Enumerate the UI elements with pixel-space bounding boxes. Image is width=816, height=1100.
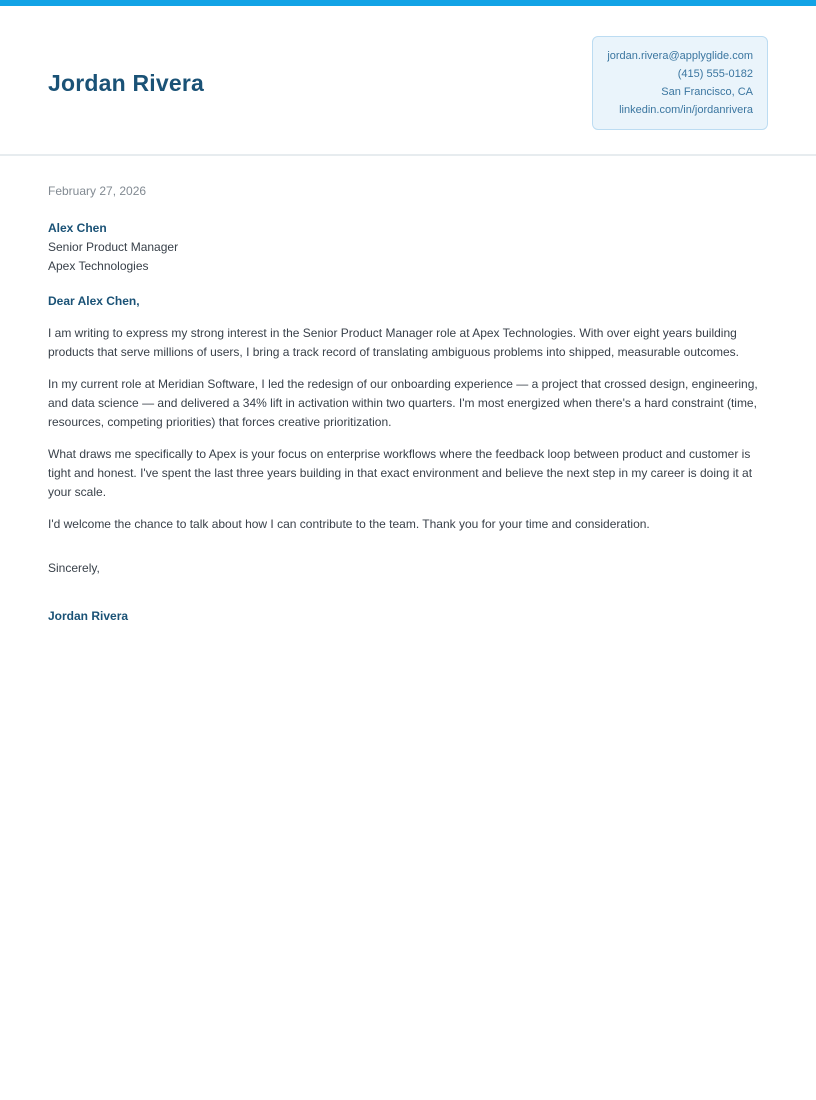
letter-body: [0, 156, 816, 626]
closing-line: Sincerely,: [48, 561, 100, 575]
paragraph-thanks: I'd welcome the chance to talk about how I can contribute to the team. Thank you for your time and consideration.: [48, 517, 650, 531]
contact-phone: (415) 555-0182: [677, 68, 753, 80]
page-title: Jordan Rivera: [48, 69, 204, 96]
letter-date: February 27, 2026: [48, 184, 147, 198]
contact-location: San Francisco, CA: [661, 86, 753, 98]
paragraph-intro: I am writing to express my strong interest in the Senior Product Manager role at Apex Technologies. With over eight years building products that serve millions of users, I bring a track record of translating ambiguous problems into shipped, measurable outcomes.: [48, 326, 740, 359]
recipient-title: Senior Product Manager: [48, 240, 179, 254]
recipient-block: [48, 219, 768, 276]
contact-card: [592, 36, 768, 130]
paragraph-motivation: What draws me specifically to Apex is your focus on enterprise workflows where the feedback loop between product and customer is tight and honest. I've spent the last three years building in that exact environment and believe the next step in my career is doing it at your scale.: [48, 447, 753, 499]
contact-email: jordan.rivera@applyglide.com: [607, 50, 753, 62]
recipient-name: Alex Chen: [48, 221, 107, 235]
contact-linkedin: linkedin.com/in/jordanrivera: [619, 104, 753, 116]
recipient-company: Apex Technologies: [48, 259, 149, 273]
salutation: Dear Alex Chen,: [48, 294, 140, 308]
paragraph-experience: In my current role at Meridian Software, I led the redesign of our onboarding experience — a project that crossed design, engineering, and data science — and delivered a 34% lift in activation within two quarters. I'm most energized when there's a hard constraint (time, resources, competing priorities) that forces creative prioritization.: [48, 377, 758, 429]
letter-header: [0, 6, 816, 156]
signature-name: Jordan Rivera: [48, 609, 129, 623]
